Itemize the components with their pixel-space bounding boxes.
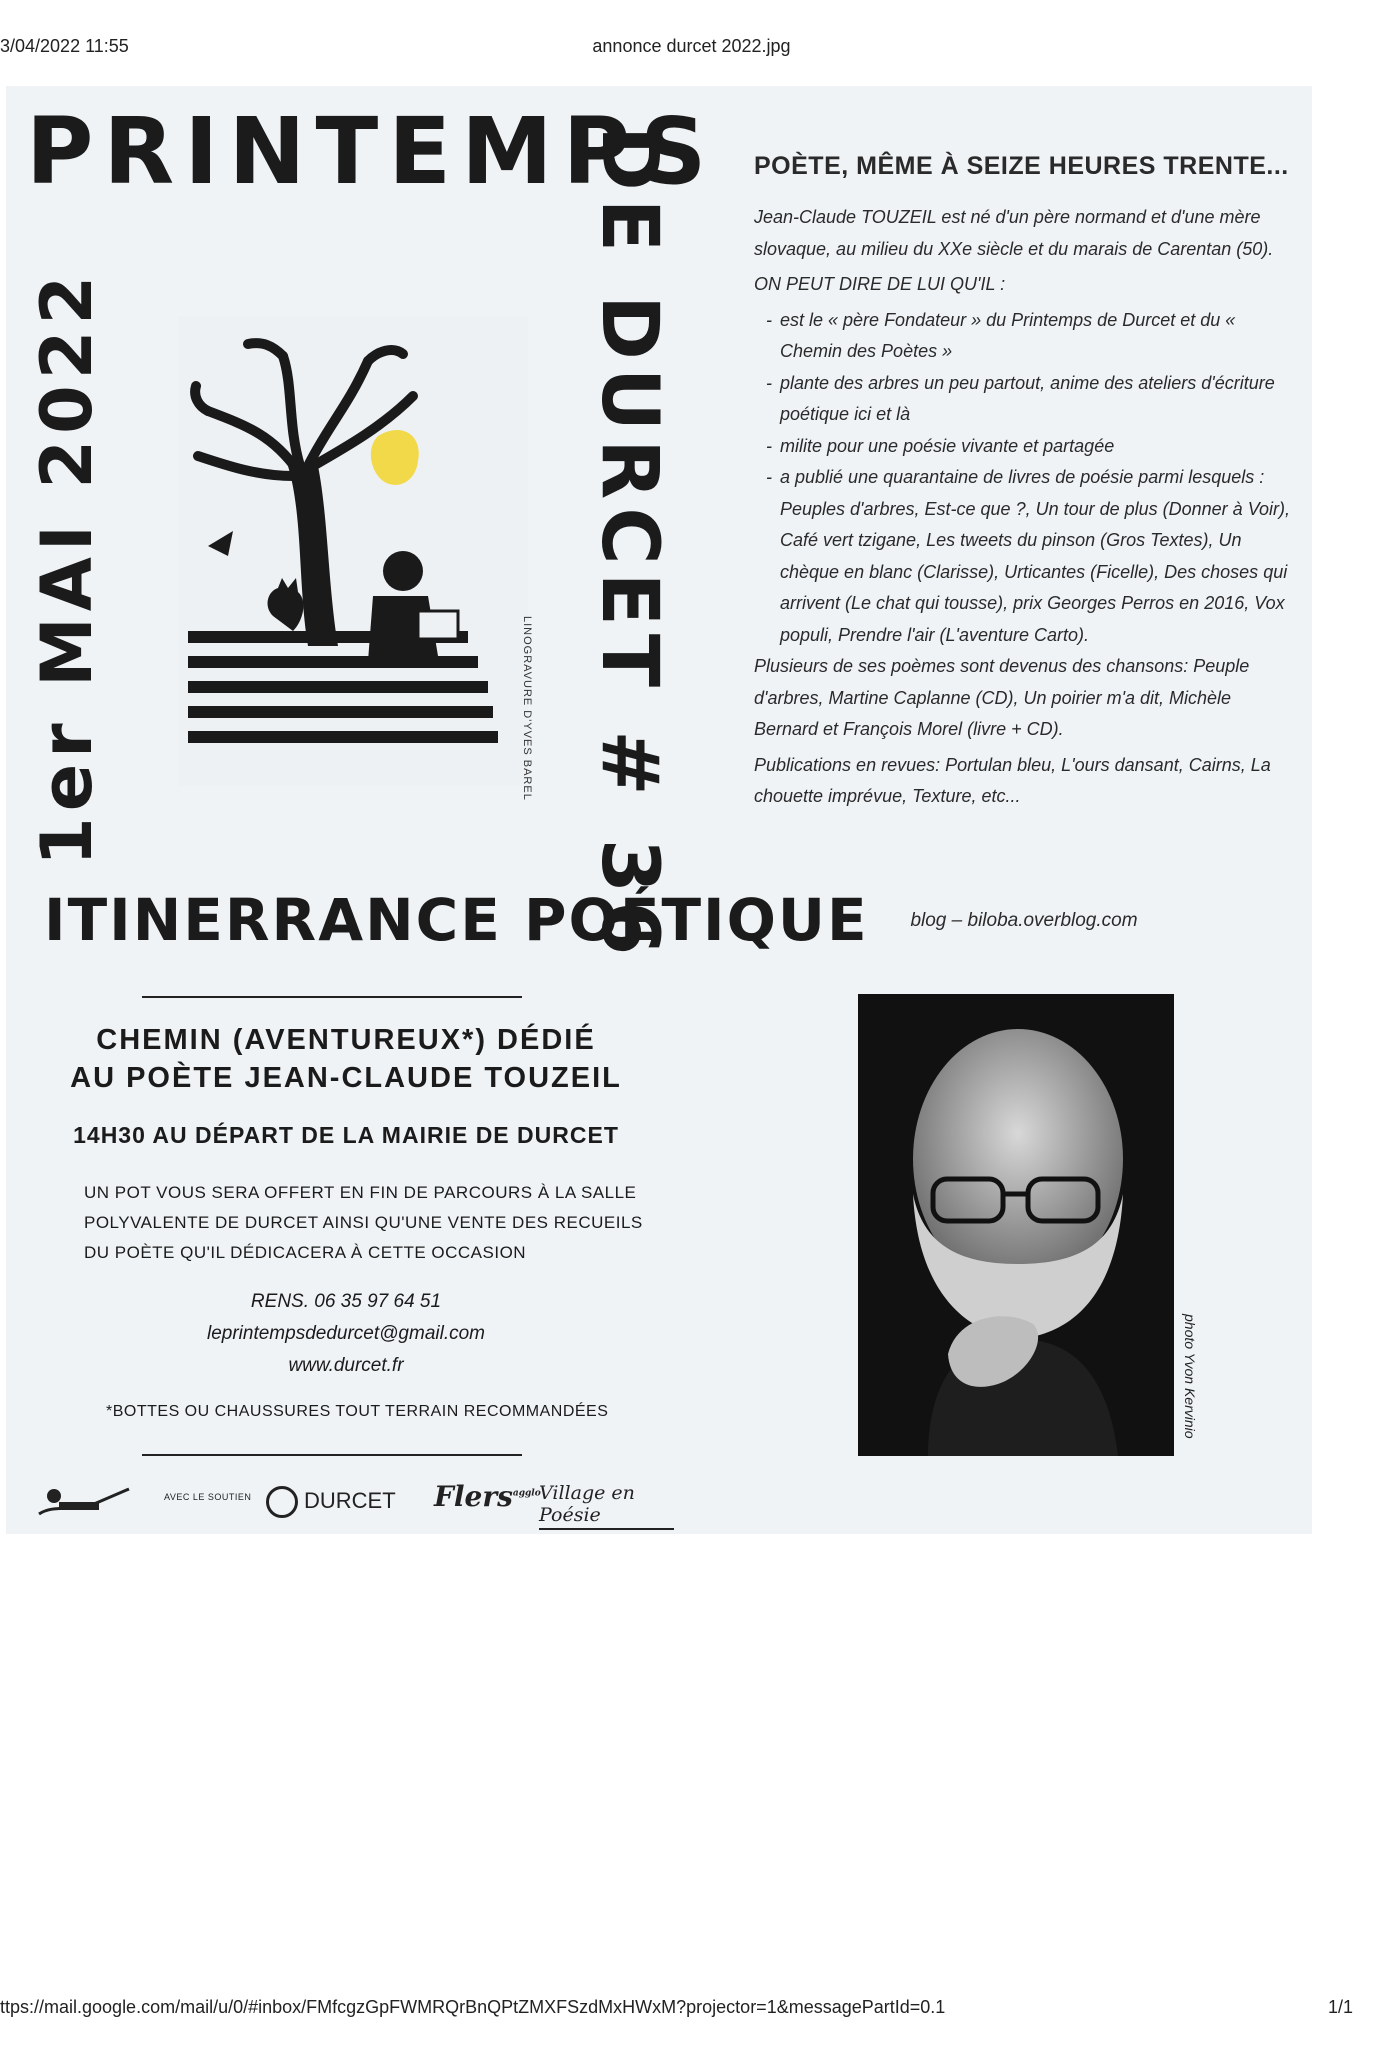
footnote-bottes: *BOTTES OU CHAUSSURES TOUT TERRAIN RECOMMANDÉES (106, 1403, 609, 1420)
pot-info: UN POT VOUS SERA OFFERT EN FIN DE PARCOURS À LA SALLE POLYVALENTE DE DURCET AINSI QU'UNE VENTE DES RECUEILS DU POÈTE QU'IL DÉDICACERA À CETTE OCCASION (84, 1183, 643, 1262)
contact-website: www.durcet.fr (288, 1355, 404, 1376)
bio-on-peut: ON PEUT DIRE DE LUI QU'IL : (754, 274, 1006, 294)
divider-top (142, 996, 522, 998)
contact-email: leprintempsdedurcet@gmail.com (206, 1323, 485, 1344)
print-title: annonce durcet 2022.jpg (592, 36, 791, 56)
poet-figure-logo (34, 1474, 144, 1524)
portrait-illustration (858, 994, 1174, 1456)
print-date: 3/04/2022 11:55 (0, 36, 129, 56)
poster-title-printemps: PRINTEMPS (26, 98, 717, 205)
divider-bottom (142, 1454, 522, 1456)
rens-phone: RENS. 06 35 97 64 51 (250, 1291, 442, 1312)
bio-list-item: - plante des arbres un peu partout, anime des ateliers d'écriture poétique ici et là (754, 368, 1294, 431)
itinerrance-heading: ITINERRANCE POÉTIQUE (44, 886, 869, 954)
logo-flers: Flers$^{agglo}$ (434, 1480, 541, 1513)
durcet-mark-icon (266, 1486, 298, 1518)
logo-soutien: AVEC LE SOUTIEN (164, 1492, 252, 1502)
tree-linocut-illustration (178, 316, 528, 786)
print-page-number: 1/1 (1327, 1997, 1353, 2017)
photo-credit: photo Yvon Kervinio (1182, 1314, 1198, 1439)
bio-revues: Publications en revues: Portulan bleu, L'ours dansant, Cairns, La chouette imprévue, Texture, etc... (754, 754, 1271, 806)
depart-info: 14H30 AU DÉPART DE LA MAIRIE DE DURCET (73, 1122, 619, 1148)
bio-list-item: - milite pour une poésie vivante et partagée (754, 431, 1294, 463)
chemin-line-2: AU POÈTE JEAN-CLAUDE TOUZEIL (70, 1062, 622, 1094)
blog-link: blog – biloba.overblog.com (910, 910, 1138, 931)
bio-list-item: - est le « père Fondateur » du Printemps de Durcet et du « Chemin des Poètes » (754, 305, 1294, 368)
poster-title-de-durcet: DE DURCET # 36 (584, 126, 674, 964)
bio-text (754, 202, 1294, 817)
contact-block (46, 1286, 646, 1382)
print-header (0, 28, 1383, 68)
linocut-credit: LINOGRAVURE D'YVES BAREL (521, 616, 533, 801)
bio-chansons: Plusieurs de ses poèmes sont devenus des chansons: Peuple d'arbres, Martine Caplanne (CD), Un poirier m'a dit, Michèle Bernard et François Morel (livre + CD). (754, 656, 1250, 739)
poster-date: 1er MAI 2022 (26, 269, 108, 866)
bio-list (754, 305, 1294, 652)
bio-title: POÈTE, MÊME À SEIZE HEURES TRENTE... (754, 152, 1289, 180)
chemin-heading (46, 1021, 646, 1097)
poet-portrait-photo (858, 994, 1174, 1456)
sponsor-logos (34, 1474, 674, 1524)
print-url: ttps://mail.google.com/mail/u/0/#inbox/FMfcgzGpFWMRQrBnQPtZMXFSzdMxHWxM?projector=1&messagePartId=0.1 (0, 1997, 946, 2017)
logo-village-poesie: Village en Poésie (539, 1482, 674, 1530)
chemin-line-1: CHEMIN (AVENTUREUX*) DÉDIÉ (96, 1024, 596, 1056)
bio-list-item: - a publié une quarantaine de livres de poésie parmi lesquels : Peuples d'arbres, Est-ce que ?, Un tour de plus (Donner à Voir), Café vert tzigane, Les tweets du pinson (Gros Textes), Un chèque en blanc (Clarisse), Urticantes (Ficelle), Des choses qui arrivent (Le chat qui tousse), prix Georges Perros en 2016, Vox populi, Prendre l'air (L'aventure Carto). (754, 462, 1294, 651)
logo-durcet: DURCET (266, 1486, 396, 1518)
bio-intro: Jean-Claude TOUZEIL est né d'un père normand et d'une mère slovaque, au milieu du XXe siècle et du marais de Carentan (50). (754, 207, 1274, 259)
scanned-poster (6, 86, 1312, 1534)
